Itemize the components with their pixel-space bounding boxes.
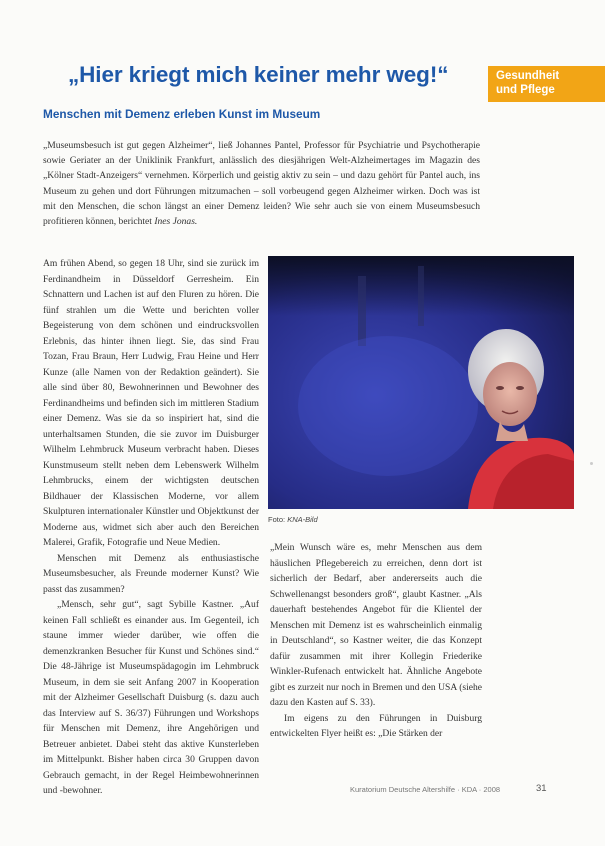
article-intro xyxy=(43,138,480,229)
caption-label: Foto: xyxy=(268,515,286,524)
left-paragraph-1: Am frühen Abend, so gegen 18 Uhr, sind sie zurück im Ferdinandheim in Düsseldorf Gerresheim. Ein Schnattern und Lachen ist auf den Fluren zu hören. Die fünf strahlen um die Wette und berichten voller Begeisterung von dem schönen und eindrucksvollen Erlebnis, das hinter ihnen liegt. Sie, das sind Frau Tozan, Frau Braun, Herr Ludwig, Frau Heine und Herr Kunze (alle Namen von der Redaktion geändert). Sie alle sind über 80, Bewohnerinnen und Bewohner des Ferdinandheims und befinden sich im mittleren Stadium einer Demenz. Was sie da so inspiriert hat, sind die unterhaltsamen Stunden, die sie zuvor im Duisburger Wilhelm Lehmbruck Museum verbracht haben. Dieses Kunstmuseum stellt neben dem Lebenswerk Wilhelm Lehmbrucks, einem der wichtigsten deutschen Bildhauer der Klassischen Moderne, vor allem Skulpturen internationaler Künstler und Objektkunst der Moderne aus, widmet sich aber auch den Bereichen Malerei, Grafik, Fotografie und Neue Medien. xyxy=(43,258,259,548)
left-paragraph-2: Menschen mit Demenz als enthusiastische Museumsbesucher, als Freunde moderner Kunst? Wie passt das zusammen? xyxy=(43,552,259,595)
section-tab xyxy=(488,66,605,102)
caption-credit: KNA-Bild xyxy=(287,515,318,524)
photo-elderly-woman xyxy=(268,256,574,509)
article-headline: „Hier kriegt mich keiner mehr weg!“ xyxy=(68,62,449,87)
left-column xyxy=(43,256,259,816)
page-number: 31 xyxy=(536,783,547,794)
right-column xyxy=(270,540,482,762)
page-footer: Kuratorium Deutsche Altershilfe · KDA · 2008 xyxy=(350,785,501,794)
intro-text: „Museumsbesuch ist gut gegen Alzheimer“, ließ Johannes Pantel, Professor für Psychiatrie und Psychotherapie sowie Geriater an der Uniklinik Frankfurt, anlässlich des diesjährigen Welt-Alzheimertages im Magazin des „Kölner Stadt-Anzeigers“ vernehmen. Körperlich und geistig aktiv zu sein – und dazu gehört für Pantel auch, ins Museum zu gehen und dort Führungen mitzumachen – soll vorbeugend gegen Alzheimer wirken. Doch was ist mit den Menschen, die schon längst an einer Demenz leiden? Wie sehr auch sie von einem Museumsbesuch profitieren können, berichtet xyxy=(43,140,480,228)
article-subheadline: Menschen mit Demenz erleben Kunst im Museum xyxy=(43,107,321,121)
left-paragraph-3: „Mensch, sehr gut“, sagt Sybille Kastner. „Auf keinen Fall schließt es einander aus. Im Gegenteil, ich staune immer wieder darüber, wie offen die demenzkranken Besucher für Kunst und Schönes sind.“ Die 48-Jährige ist Museumspädagogin im Lehmbruck Museum, in dem sie seit Anfang 2007 in Kooperation mit der Alzheimer Gesellschaft Duisburg (s. dazu auch das Interview auf S. 36/37) Führungen und Workshops für Menschen mit Demenz, ihre Angehörigen und Betreuer anbietet. Dabei steht das aktive Kunsterleben im Mittelpunkt. Bisher haben circa 30 Gruppen davon Gebrauch gemacht, in der Regel Heimbewohnerinnen und -bewohner. xyxy=(43,599,259,796)
intro-author: Ines Jonas. xyxy=(154,216,198,228)
right-paragraph-2: Im eigens zu den Führungen in Duisburg entwickelten Flyer heißt es: „Die Stärken der xyxy=(270,712,482,739)
photo-caption xyxy=(268,515,318,524)
right-paragraph-1: „Mein Wunsch wäre es, mehr Menschen aus dem häuslichen Pflegebereich zu erreichen, denn dort ist sicherlich der Bedarf, aber andererseits auch die Schwellenangst besonders groß“, glaubt Kastner. „Als dauerhaft bestehendes Angebot für die Klientel der Menschen mit Demenz ist es wahrscheinlich einmalig in Deutschland“, so Kastner weiter, die das Konzept dafür zusammen mit ihrer Kollegin Friederike Winkler-Rufenach entwickelt hat. Ähnliche Angebote gibt es zurzeit nur noch in Bremen und den USA (siehe dazu den Kasten auf S. 33). xyxy=(270,542,482,708)
section-tab-line1: Gesundheit xyxy=(496,70,560,82)
section-tab-line2: und Pflege xyxy=(496,84,555,96)
scan-dust-mark xyxy=(590,462,593,465)
